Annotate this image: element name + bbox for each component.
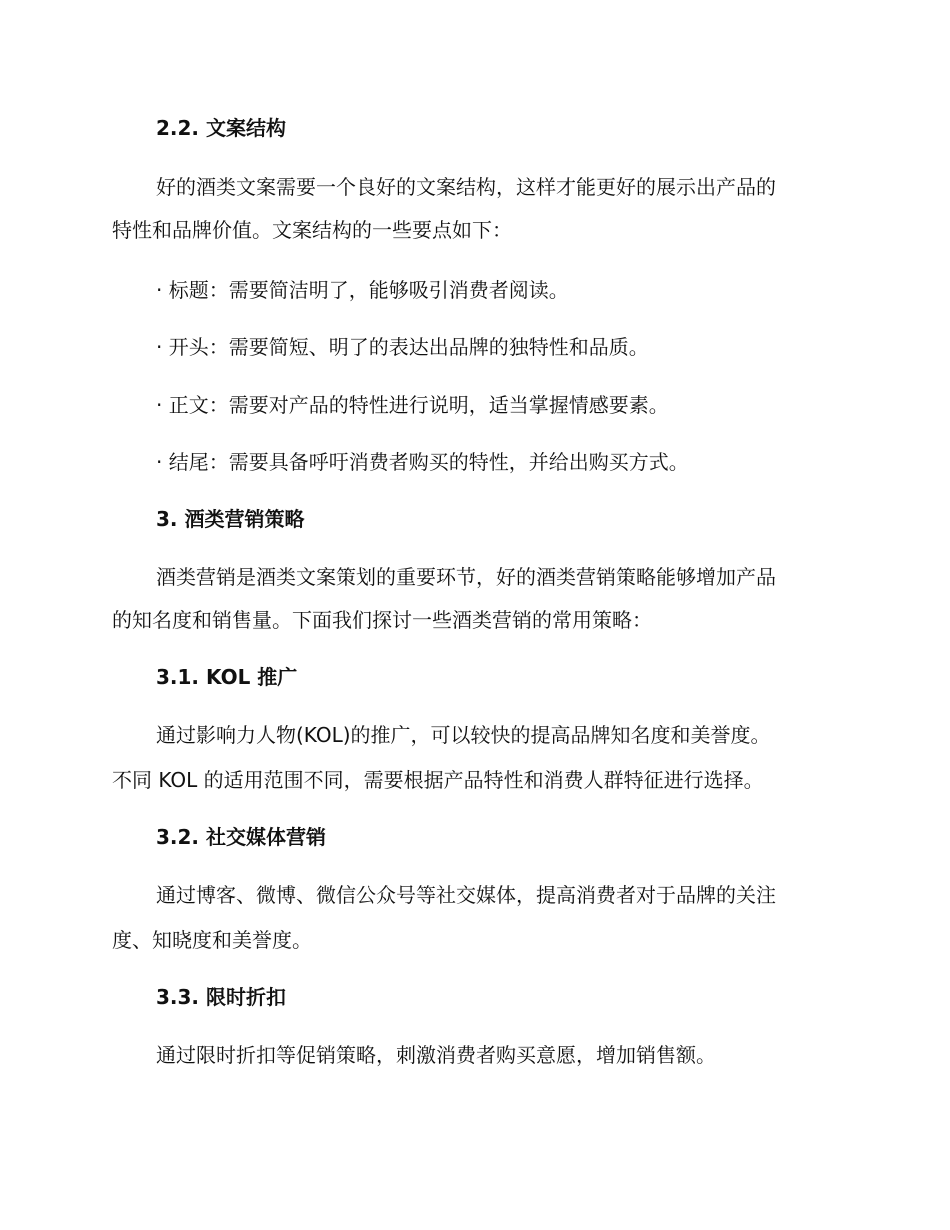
bullet-item-title: · 标题：需要简洁明了，能够吸引消费者阅读。 [156,278,569,302]
paragraph-line: 不同 KOL 的适用范围不同，需要根据产品特性和消费人群特征进行选择。 [112,768,764,792]
bullet-item-opening: · 开头：需要简短、明了的表达出品牌的独特性和品质。 [156,335,649,359]
paragraph-line: 通过影响力人物(KOL)的推广，可以较快的提高品牌知名度和美誉度。 [156,723,771,747]
section-heading-3-3: 3.3. 限时折扣 [156,985,286,1009]
section-heading-2-2: 2.2. 文案结构 [156,116,286,140]
paragraph-line: 度、知晓度和美誉度。 [112,928,312,952]
section-heading-3: 3. 酒类营销策略 [156,507,305,531]
bullet-item-body: · 正文：需要对产品的特性进行说明，适当掌握情感要素。 [156,393,669,417]
section-heading-3-2: 3.2. 社交媒体营销 [156,825,326,849]
paragraph-line: 的知名度和销售量。下面我们探讨一些酒类营销的常用策略： [112,608,652,632]
paragraph-line: 酒类营销是酒类文案策划的重要环节，好的酒类营销策略能够增加产品 [156,565,776,589]
bullet-item-ending: · 结尾：需要具备呼吁消费者购买的特性，并给出购买方式。 [156,450,689,474]
paragraph-line: 通过博客、微博、微信公众号等社交媒体，提高消费者对于品牌的关注 [156,883,776,907]
section-heading-3-1: 3.1. KOL 推广 [156,665,298,689]
paragraph-line: 通过限时折扣等促销策略，刺激消费者购买意愿，增加销售额。 [156,1043,716,1067]
paragraph-line: 特性和品牌价值。文案结构的一些要点如下： [112,218,512,242]
paragraph-line: 好的酒类文案需要一个良好的文案结构，这样才能更好的展示出产品的 [156,175,776,199]
